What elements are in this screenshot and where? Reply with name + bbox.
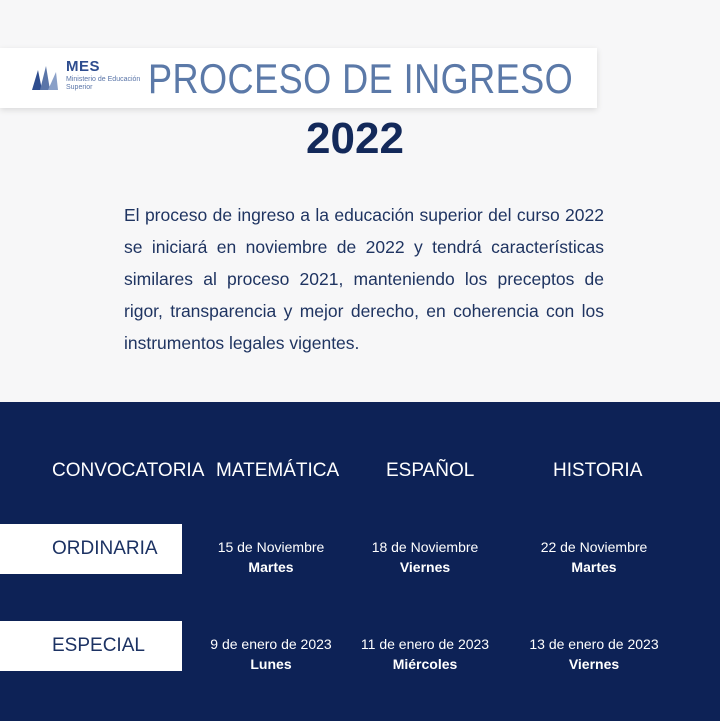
cell-date: 15 de Noviembre	[217, 539, 325, 555]
row-label-especial: ESPECIAL	[0, 621, 182, 671]
logo-name: MES	[66, 58, 101, 75]
cell-day: Martes	[571, 559, 617, 575]
table-cell	[186, 634, 356, 674]
cell-date: 22 de Noviembre	[540, 539, 648, 555]
col-header-matematica: MATEMÁTICA	[216, 460, 340, 481]
cell-date: 11 de enero de 2023	[360, 636, 490, 652]
row-label-ordinaria: ORDINARIA	[0, 524, 182, 574]
cell-day: Viernes	[399, 559, 451, 575]
page-year: 2022	[306, 114, 404, 163]
mes-logo	[30, 56, 150, 100]
mes-logo-icon	[30, 60, 62, 92]
cell-day: Martes	[248, 559, 294, 575]
col-header-historia: HISTORIA	[553, 460, 643, 481]
table-cell	[186, 537, 356, 577]
table-cell	[340, 537, 510, 577]
table-cell	[509, 634, 679, 674]
table-cell	[509, 537, 679, 577]
cell-day: Viernes	[568, 656, 620, 672]
page-title: PROCESO DE INGRESO	[148, 55, 574, 102]
col-header-convocatoria: CONVOCATORIA	[52, 460, 205, 481]
logo-subtitle: Ministerio de Educación Superior	[66, 76, 141, 91]
cell-day: Miércoles	[392, 656, 458, 672]
cell-date: 13 de enero de 2023	[529, 636, 659, 652]
col-header-espanol: ESPAÑOL	[386, 460, 475, 481]
cell-date: 18 de Noviembre	[371, 539, 479, 555]
intro-paragraph: El proceso de ingreso a la educación superior del curso 2022 se iniciará en noviembre de 2022 y tendrá características similares al proceso 2021, manteniendo los preceptos de rigor, transparencia y mejor derecho, en coherencia con los instrumentos legales vigentes.	[124, 205, 604, 353]
cell-day: Lunes	[250, 656, 292, 672]
table-cell	[340, 634, 510, 674]
cell-date: 9 de enero de 2023	[210, 636, 332, 652]
